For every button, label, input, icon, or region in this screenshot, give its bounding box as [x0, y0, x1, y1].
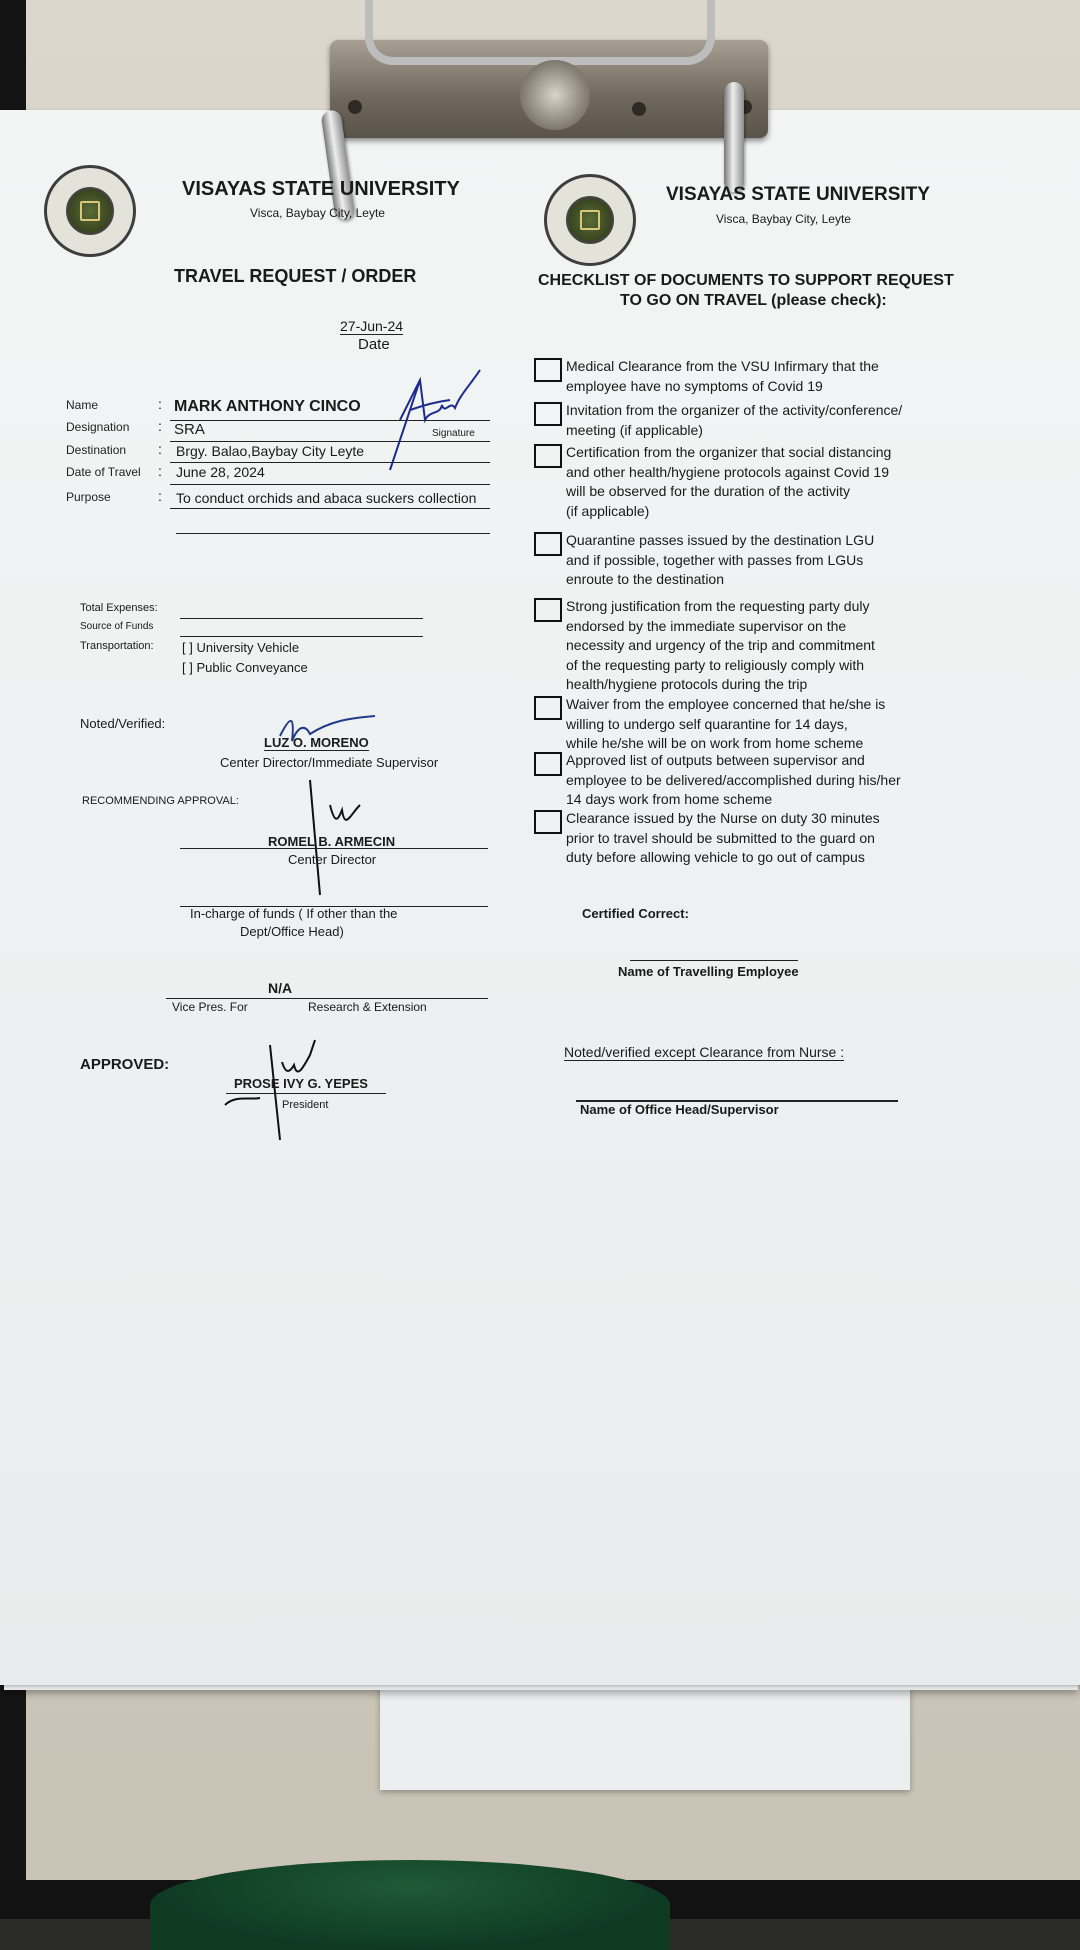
destination-label: Destination	[66, 443, 127, 457]
document-page	[0, 110, 1080, 1685]
checklist-item-line: Quarantine passes issued by the destination LGU	[566, 532, 875, 548]
checklist-item-line: of the requesting party to religiously comply with	[566, 656, 865, 673]
checklist-item-line: Strong justification from the requesting party duly	[566, 598, 870, 614]
destination-field[interactable]: Brgy. Balao,Baybay City Leyte	[176, 443, 365, 459]
checklist-checkbox[interactable]	[534, 696, 562, 720]
office-head-label: Name of Office Head/Supervisor	[580, 1102, 779, 1117]
university-address: Visca, Baybay City, Leyte	[250, 206, 385, 220]
transportation-label: Transportation:	[80, 640, 154, 652]
date-value: 27-Jun-24	[340, 318, 404, 334]
checklist-item-line: while he/she will be on work from home scheme	[566, 735, 864, 751]
checklist-title-line-2: TO GO ON TRAVEL (please check):	[620, 292, 887, 309]
funds-line-2: Dept/Office Head)	[240, 924, 344, 939]
clip-hole	[348, 100, 362, 114]
total-expenses-label: Total Expenses:	[80, 602, 158, 614]
checklist-checkbox[interactable]	[534, 402, 562, 426]
underline	[176, 533, 490, 534]
signature-line	[630, 960, 798, 961]
checklist-item-line: and if possible, together with passes from LGUs	[566, 551, 864, 568]
binder-ring	[724, 82, 744, 192]
university-name: VISAYAS STATE UNIVERSITY	[182, 178, 460, 200]
signature-label: Signature	[432, 428, 475, 439]
noted-name: LUZ O. MORENO	[264, 735, 369, 750]
checklist-item-line: employee have no symptoms of Covid 19	[566, 377, 823, 394]
underline	[170, 484, 490, 485]
date-of-travel-field[interactable]: June 28, 2024	[176, 464, 265, 480]
checklist-item-line: health/hygiene protocols during the trip	[566, 676, 808, 692]
university-address: Visca, Baybay City, Leyte	[716, 212, 851, 226]
underline	[180, 618, 423, 619]
signature-line	[226, 1093, 386, 1094]
signature-line	[166, 998, 488, 999]
date-label: Date	[358, 336, 390, 353]
checklist-item-line: prior to travel should be submitted to the guard on	[566, 829, 875, 846]
green-object	[150, 1860, 670, 1950]
form-title: TRAVEL REQUEST / ORDER	[174, 266, 417, 286]
travelling-employee-label: Name of Travelling Employee	[618, 964, 799, 979]
checklist-checkbox[interactable]	[534, 810, 562, 834]
checklist-checkbox[interactable]	[534, 532, 562, 556]
checklist-item-line: Certification from the organizer that social distancing	[566, 444, 892, 460]
noted-title: Center Director/Immediate Supervisor	[220, 755, 439, 770]
university-vehicle-option[interactable]: [ ] University Vehicle	[182, 640, 300, 655]
employee-signature	[380, 360, 490, 480]
noted-label: Noted/Verified:	[80, 716, 166, 731]
checklist-item-line: Waiver from the employee concerned that he/she is	[566, 696, 886, 712]
approved-name: PROSE IVY G. YEPES	[234, 1076, 368, 1091]
certified-label: Certified Correct:	[582, 906, 689, 921]
checklist-item-line: duty before allowing vehicle to go out of campus	[566, 849, 865, 865]
checklist-item-line: 14 days work from home scheme	[566, 791, 773, 807]
clip-rivet	[520, 60, 590, 130]
public-conveyance-option[interactable]: [ ] Public Conveyance	[182, 660, 308, 675]
checklist-item-line: Clearance issued by the Nurse on duty 30 minutes	[566, 810, 880, 826]
funds-line-1: In-charge of funds ( If other than the	[190, 906, 398, 921]
checklist-item-line: and other health/hygiene protocols against Covid 19	[566, 463, 889, 480]
checklist-checkbox[interactable]	[534, 598, 562, 622]
underline	[180, 636, 423, 637]
designation-field[interactable]: SRA	[174, 421, 205, 438]
source-of-funds-label: Source of Funds	[80, 621, 154, 632]
checklist-item-line: enroute to the destination	[566, 571, 725, 587]
purpose-field[interactable]: To conduct orchids and abaca suckers collection	[176, 490, 477, 506]
colon: :	[158, 441, 162, 457]
name-label: Name	[66, 398, 99, 412]
checklist-item-line: Invitation from the organizer of the activity/conference/	[566, 402, 903, 418]
checklist-checkbox[interactable]	[534, 444, 562, 468]
checklist-item-line: necessity and urgency of the trip and commitment	[566, 637, 875, 653]
university-seal-icon	[544, 174, 636, 266]
noted-nurse-label: Noted/verified except Clearance from Nurse :	[564, 1044, 845, 1060]
checklist-item-line: Approved list of outputs between supervisor and	[566, 752, 865, 768]
checklist-item-line: employee to be delivered/accomplished during his/her	[566, 771, 901, 788]
underline	[170, 508, 490, 509]
checklist-item-line: endorsed by the immediate supervisor on the	[566, 617, 847, 634]
approved-label: APPROVED:	[80, 1056, 170, 1073]
recommending-title: Center Director	[288, 852, 377, 867]
checklist-item-line: (if applicable)	[566, 502, 650, 519]
approved-title: President	[282, 1099, 329, 1111]
vp-value: N/A	[268, 980, 293, 996]
checklist-checkbox[interactable]	[534, 358, 562, 382]
clip-lever[interactable]	[365, 0, 715, 65]
colon: :	[158, 463, 162, 479]
designation-label: Designation	[66, 420, 130, 434]
name-field[interactable]: MARK ANTHONY CINCO	[174, 398, 361, 415]
vp-title-right: Research & Extension	[308, 1000, 427, 1014]
vp-title-left: Vice Pres. For	[172, 1000, 248, 1014]
checklist-checkbox[interactable]	[534, 752, 562, 776]
colon: :	[158, 418, 162, 434]
purpose-label: Purpose	[66, 490, 111, 504]
clip-hole	[632, 102, 646, 116]
recommending-label: RECOMMENDING APPROVAL:	[82, 795, 239, 807]
recommending-name: ROMEL B. ARMECIN	[268, 834, 396, 849]
university-seal-icon	[44, 165, 136, 257]
date-of-travel-label: Date of Travel	[66, 465, 141, 479]
colon: :	[158, 396, 162, 412]
checklist-item-line: will be observed for the duration of the activity	[566, 483, 851, 499]
checklist-item-line: Medical Clearance from the VSU Infirmary that the	[566, 358, 879, 374]
checklist-item-line: willing to undergo self quarantine for 14 days,	[566, 715, 848, 732]
checklist-item-line: meeting (if applicable)	[566, 421, 703, 438]
university-name: VISAYAS STATE UNIVERSITY	[666, 184, 930, 205]
colon: :	[158, 488, 162, 504]
checklist-title-line-1: CHECKLIST OF DOCUMENTS TO SUPPORT REQUEST	[538, 272, 954, 289]
